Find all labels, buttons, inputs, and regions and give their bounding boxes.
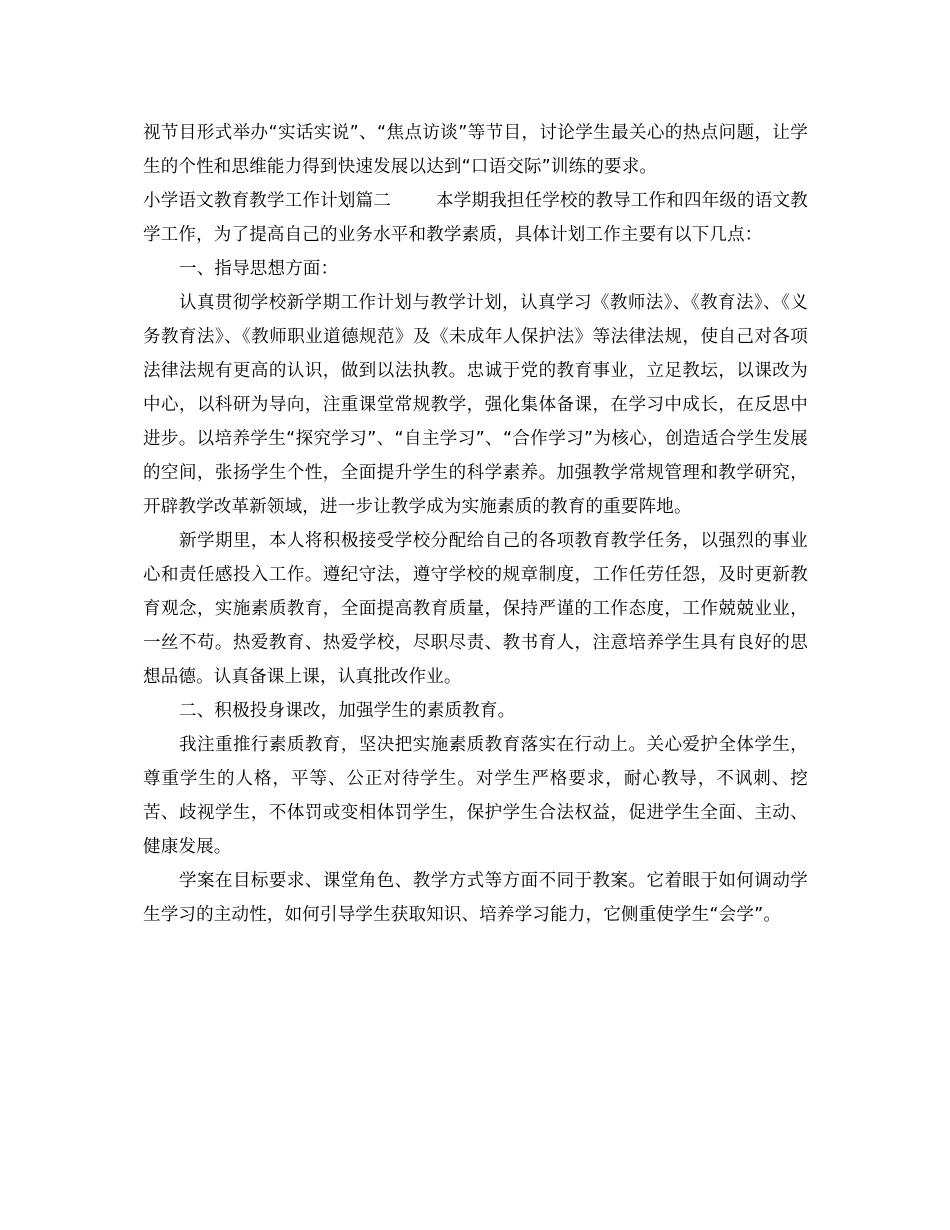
paragraph-section-heading (143, 184, 808, 252)
paragraph-text: 视节目形式举办“实话实说”、“焦点访谈”等节目，讨论学生最关心的热点问题，让学生的个性和思维能力得到快速发展以达到“口语交际”训练的要求。 (143, 123, 808, 177)
paragraph-continuation (143, 116, 808, 184)
paragraph-new-semester (143, 524, 808, 694)
paragraph-text: 认真贯彻学校新学期工作计划与教学计划，认真学习《教师法》、《教育法》、《义务教育法》、《教师职业道德规范》及《未成年人保护法》等法律法规，使自己对各项法律法规有更高的认识，做到以法执教。忠诚于党的教育事业，立足教坛，以课改为中心，以科研为导向，注重课堂常规教学，强化集体备课，在学习中成长，在反思中进步。以培养学生“探究学习”、“自主学习”、“合作学习”为核心，创造适合学生发展的空间，张扬学生个性，全面提升学生的科学素养。加强教学常规管理和教学研究，开辟教学改革新领域，进一步让教学成为实施素质的教育的重要阵地。 (143, 293, 808, 517)
subheading-text: 二、积极投身课改，加强学生的素质教育。 (179, 701, 516, 721)
section-heading: 小学语文教育教学工作计划篇二 (143, 191, 391, 211)
paragraph-text: 本学期我担任学校的教导工作和四年级的语文教学工作，为了提高自己的业务水平和教学素质，具体计划工作主要有以下几点： (143, 191, 808, 245)
paragraph-guiding-ideas (143, 286, 808, 524)
paragraph-text: 学案在目标要求、课堂角色、教学方式等方面不同于教案。它着眼于如何调动学生学习的主动性，如何引导学生获取知识、培养学习能力，它侧重使学生“会学”。 (143, 871, 808, 925)
paragraph-text: 新学期里，本人将积极接受学校分配给自己的各项教育教学任务，以强烈的事业心和责任感投入工作。遵纪守法，遵守学校的规章制度，工作任劳任怨，及时更新教育观念，实施素质教育，全面提高教育质量，保持严谨的工作态度，工作兢兢业业，一丝不苟。热爱教育、热爱学校，尽职尽责、教书育人，注意培养学生具有良好的思想品德。认真备课上课，认真批改作业。 (143, 531, 808, 687)
paragraph-subheading-1 (143, 252, 808, 286)
subheading-text: 一、指导思想方面： (179, 259, 339, 279)
paragraph-quality-education (143, 728, 808, 864)
paragraph-subheading-2 (143, 694, 808, 728)
document-body (143, 116, 808, 932)
paragraph-text: 我注重推行素质教育，坚决把实施素质教育落实在行动上。关心爱护全体学生，尊重学生的人格，平等、公正对待学生。对学生严格要求，耐心教导，不讽刺、挖苦、歧视学生，不体罚或变相体罚学生，保护学生合法权益，促进学生全面、主动、健康发展。 (143, 735, 808, 857)
paragraph-learning-plan (143, 864, 808, 932)
